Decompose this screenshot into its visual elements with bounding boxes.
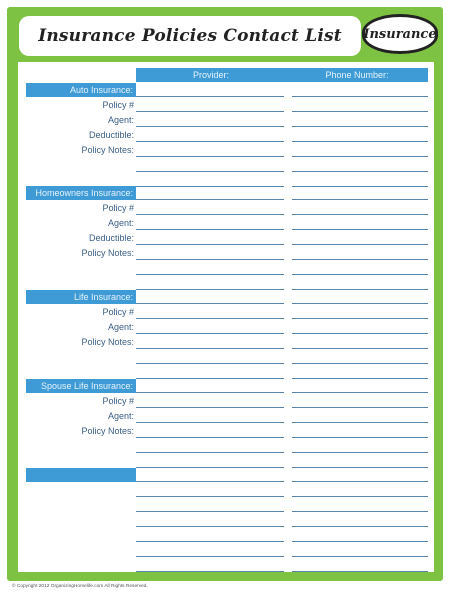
field-label-home-agent: Agent: <box>107 218 134 228</box>
blank-write-line[interactable] <box>292 274 428 275</box>
column-header-bar <box>136 68 428 82</box>
blank-write-line[interactable] <box>292 526 428 527</box>
blank-write-line[interactable] <box>136 186 284 187</box>
field-label-home-policy: Policy # <box>102 203 134 213</box>
blank-write-line[interactable] <box>136 526 284 527</box>
field-label-life-agent: Agent: <box>107 322 134 332</box>
field-label-spouse-notes: Policy Notes: <box>81 426 134 436</box>
field-label-auto-deductible: Deductible: <box>88 130 134 140</box>
blank-write-line[interactable] <box>292 511 428 512</box>
blank-write-line[interactable] <box>292 452 428 453</box>
section-header-spouse-life: Spouse Life Insurance: <box>26 379 136 393</box>
blank-write-line[interactable] <box>136 392 284 393</box>
blank-write-line[interactable] <box>292 422 428 423</box>
insurance-badge <box>362 14 438 54</box>
blank-write-line[interactable] <box>292 437 428 438</box>
blank-write-line[interactable] <box>292 259 428 260</box>
blank-write-line[interactable] <box>136 171 284 172</box>
blank-write-line[interactable] <box>136 126 284 127</box>
blank-write-line[interactable] <box>136 156 284 157</box>
field-label-home-notes: Policy Notes: <box>81 248 134 258</box>
blank-write-line[interactable] <box>136 289 284 290</box>
blank-write-line[interactable] <box>292 392 428 393</box>
blank-write-line[interactable] <box>136 407 284 408</box>
section-header-auto: Auto Insurance: <box>26 83 136 97</box>
blank-write-line[interactable] <box>136 452 284 453</box>
blank-write-line[interactable] <box>292 541 428 542</box>
field-label-home-deductible: Deductible: <box>88 233 134 243</box>
blank-write-line[interactable] <box>292 481 428 482</box>
blank-write-line[interactable] <box>292 496 428 497</box>
section-header-homeowners: Homeowners Insurance: <box>26 186 136 200</box>
blank-write-line[interactable] <box>136 141 284 142</box>
blank-write-line[interactable] <box>136 363 284 364</box>
blank-write-line[interactable] <box>292 126 428 127</box>
blank-write-line[interactable] <box>292 318 428 319</box>
blank-write-line[interactable] <box>136 511 284 512</box>
blank-write-line[interactable] <box>136 96 284 97</box>
blank-write-line[interactable] <box>292 186 428 187</box>
blank-write-line[interactable] <box>292 199 428 200</box>
blank-write-line[interactable] <box>136 467 284 468</box>
field-label-life-notes: Policy Notes: <box>81 337 134 347</box>
blank-write-line[interactable] <box>136 541 284 542</box>
blank-write-line[interactable] <box>136 303 284 304</box>
field-label-auto-policy: Policy # <box>102 100 134 110</box>
blank-write-line[interactable] <box>136 333 284 334</box>
blank-write-line[interactable] <box>292 303 428 304</box>
blank-write-line[interactable] <box>292 96 428 97</box>
blank-write-line[interactable] <box>136 348 284 349</box>
blank-write-line[interactable] <box>136 229 284 230</box>
blank-write-line[interactable] <box>292 289 428 290</box>
blank-write-line[interactable] <box>136 437 284 438</box>
blank-write-line[interactable] <box>292 214 428 215</box>
section-header-blank <box>26 468 136 482</box>
badge-label: Insurance <box>363 26 437 42</box>
blank-write-line[interactable] <box>136 111 284 112</box>
blank-write-line[interactable] <box>292 348 428 349</box>
blank-write-line[interactable] <box>292 363 428 364</box>
field-label-spouse-agent: Agent: <box>107 411 134 421</box>
blank-write-line[interactable] <box>136 244 284 245</box>
blank-write-line[interactable] <box>292 171 428 172</box>
blank-write-line[interactable] <box>136 422 284 423</box>
blank-write-line[interactable] <box>292 556 428 557</box>
form-panel <box>18 62 434 572</box>
title-banner <box>19 16 361 56</box>
blank-write-line[interactable] <box>292 244 428 245</box>
blank-write-line[interactable] <box>136 318 284 319</box>
blank-write-line[interactable] <box>292 156 428 157</box>
field-label-auto-agent: Agent: <box>107 115 134 125</box>
field-label-auto-notes: Policy Notes: <box>81 145 134 155</box>
blank-write-line[interactable] <box>292 111 428 112</box>
blank-write-line[interactable] <box>292 333 428 334</box>
field-label-spouse-policy: Policy # <box>102 396 134 406</box>
section-header-life: Life Insurance: <box>26 290 136 304</box>
copyright-notice: © Copyright 2012 OrganizingHomelife.com All Rights Reserved. <box>12 584 148 589</box>
blank-write-line[interactable] <box>136 481 284 482</box>
blank-write-line[interactable] <box>136 214 284 215</box>
page-title: Insurance Policies Contact List <box>38 26 342 46</box>
blank-write-line[interactable] <box>292 407 428 408</box>
blank-write-line[interactable] <box>136 571 284 572</box>
blank-write-line[interactable] <box>136 199 284 200</box>
provider-column-header: Provider: <box>192 70 229 80</box>
blank-write-line[interactable] <box>136 378 284 379</box>
blank-write-line[interactable] <box>136 496 284 497</box>
blank-write-line[interactable] <box>292 571 428 572</box>
blank-write-line[interactable] <box>292 378 428 379</box>
blank-write-line[interactable] <box>292 141 428 142</box>
phone-column-header: Phone Number: <box>325 70 389 80</box>
blank-write-line[interactable] <box>292 229 428 230</box>
field-label-life-policy: Policy # <box>102 307 134 317</box>
blank-write-line[interactable] <box>136 556 284 557</box>
blank-write-line[interactable] <box>292 467 428 468</box>
blank-write-line[interactable] <box>136 274 284 275</box>
blank-write-line[interactable] <box>136 259 284 260</box>
